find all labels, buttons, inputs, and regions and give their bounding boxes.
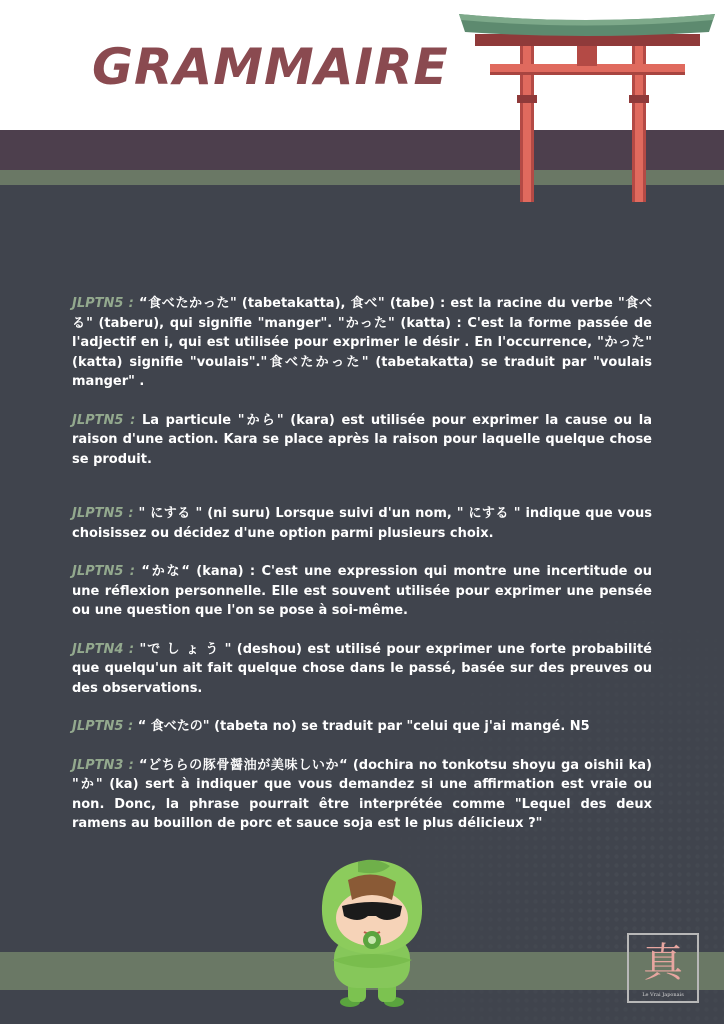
entry-text: La particule "から" (kara) est utilisée pour exprimer la cause ou la raison d'une action. Kara se place après la raison pour laquelle quelque chose se produit. bbox=[72, 412, 652, 467]
entry-text: " にする " (ni suru) Lorsque suivi d'un nom, " にする " indique que vous choisissez ou décidez d'une option parmi plusieurs choix. bbox=[72, 506, 652, 541]
grammar-entry-tabetakatta bbox=[72, 294, 652, 392]
jlpt-level-label: JLPTN5 : bbox=[72, 506, 134, 521]
entry-text: "で し ょ う " (deshou) est utilisé pour exprimer une forte probabilité que quelqu'un ait fait quelque chose dans le passé, basée sur des preuves ou des observations. bbox=[72, 641, 652, 696]
grammar-entry-dochira bbox=[72, 756, 652, 834]
jlpt-level-label: JLPTN5 : bbox=[72, 296, 134, 311]
grammar-notes bbox=[72, 294, 652, 834]
mascot-character-illustration bbox=[318, 856, 426, 1008]
jlpt-level-label: JLPTN4 : bbox=[72, 641, 135, 657]
jlpt-level-label: JLPTN5 : bbox=[72, 564, 135, 579]
brand-logo bbox=[627, 933, 699, 1003]
grammar-entry-tabeta-no bbox=[72, 717, 652, 737]
entry-text: “食べたかった" (tabetakatta), 食べ" (tabe) : est la racine du verbe "食べる" (taberu), qui signifie "manger". "かった" (katta) : C'est la forme passée de l'adjectif en i, qui est utilisée pour exprimer le désir . En l'occurrence, "かった" (katta) signifie "voulais"."食べたかった" (tabetakatta) se traduit par "voulais manger" . bbox=[72, 296, 653, 389]
page-title: GRAMMAIRE bbox=[92, 38, 449, 96]
logo-caption: Le Vrai Japonais bbox=[642, 992, 684, 998]
entry-text: “かな“ (kana) : C'est une expression qui montre une incertitude ou une réflexion personnelle. Elle est souvent utilisée pour exprimer une pensée ou une question que l'on se pose à soi-même. bbox=[72, 564, 652, 618]
grammar-entry-kana bbox=[72, 562, 652, 621]
grammar-entry-kara bbox=[72, 411, 652, 470]
torii-gate-illustration bbox=[455, 0, 720, 205]
entry-text: “どちらの豚骨醤油が美味しいか“ (dochira no tonkotsu shoyu ga oishii ka) "か" (ka) sert à indiquer que vous demandez si une affirmation est vraie ou non. Donc, la phrase pourrait être interprétée comme "Lequel des deux ramens au bouillon de porc et sauce soja est le plus délicieux ?" bbox=[72, 757, 653, 831]
logo-kanji: 真 bbox=[643, 940, 683, 986]
entry-text: “ 食べたの" (tabeta no) se traduit par "celui que j'ai mangé. N5 bbox=[137, 719, 590, 734]
grammar-entry-ni-suru bbox=[72, 504, 652, 543]
jlpt-level-label: JLPTN5 : bbox=[72, 719, 134, 734]
jlpt-level-label: JLPTN5 : bbox=[72, 412, 136, 428]
jlpt-level-label: JLPTN3 : bbox=[72, 757, 134, 773]
grammar-entry-deshou bbox=[72, 640, 652, 699]
